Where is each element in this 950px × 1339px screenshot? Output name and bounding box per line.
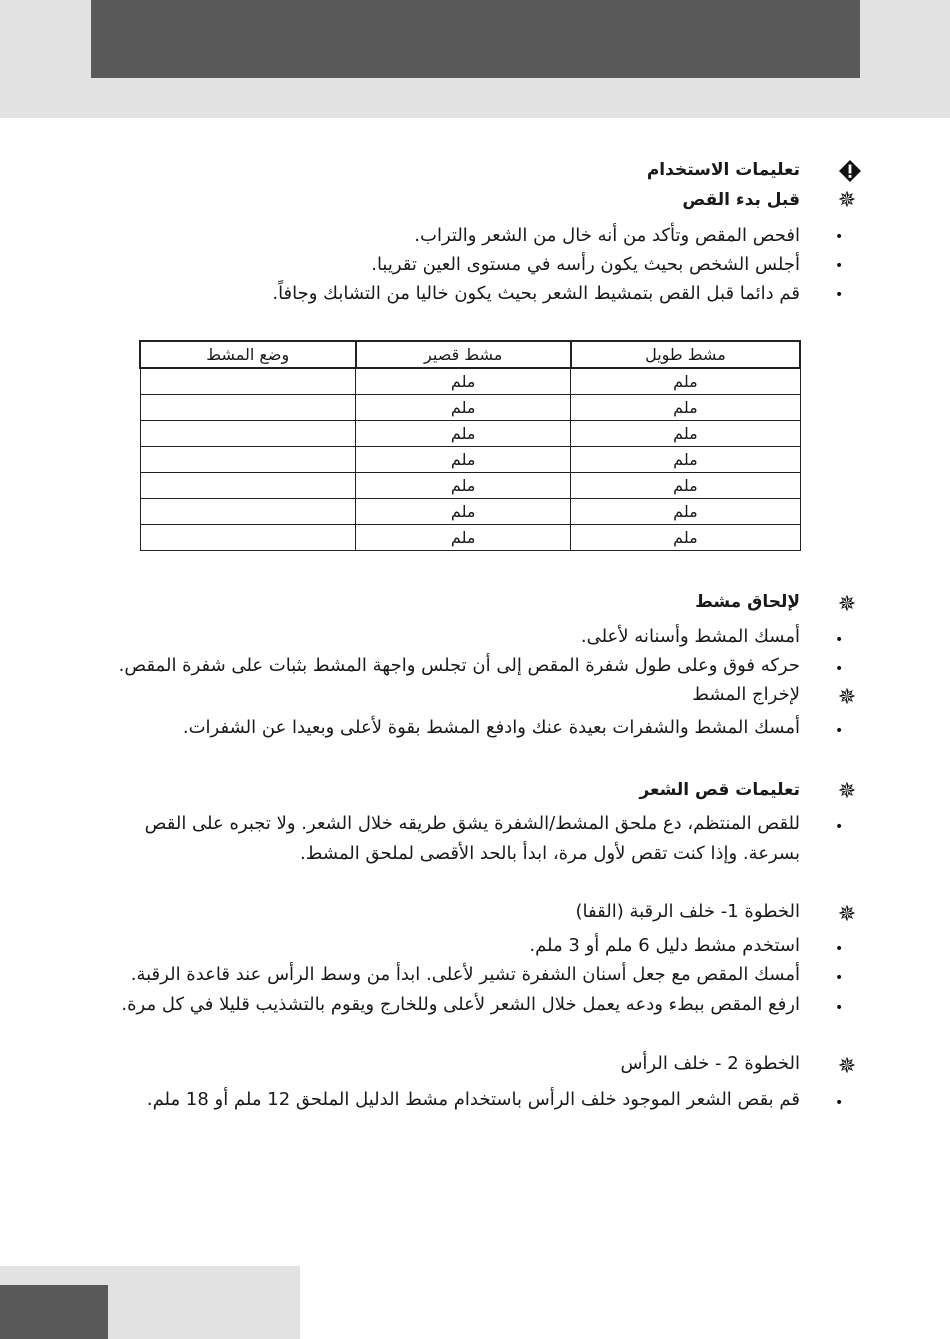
table-cell: [140, 447, 356, 473]
table-cell: ملم: [571, 499, 800, 525]
table-cell: ملم: [356, 368, 571, 395]
table-cell: ملم: [571, 395, 800, 421]
list-item: أجلس الشخص بحيث يكون رأسه في مستوى العين تقريبا.: [371, 254, 800, 275]
table-cell: [140, 473, 356, 499]
sparkle-icon: ✵: [837, 1054, 857, 1079]
sparkle-icon: ✵: [837, 685, 857, 710]
table-row: [140, 395, 800, 421]
list-item: قم دائما قبل القص بتمشيط الشعر بحيث يكون خاليا من التشابك وجافاً.: [272, 283, 800, 304]
table-cell: ملم: [356, 395, 571, 421]
bullet-dot: •: [835, 819, 844, 835]
bullet-dot: •: [835, 287, 844, 303]
list-item: أمسك المشط وأسنانه لأعلى.: [580, 626, 800, 647]
table-cell: [140, 368, 356, 395]
sparkle-icon: ✵: [837, 779, 857, 804]
section-title-attach-comb: لإلحاق مشط: [695, 592, 800, 612]
list-item: استخدم مشط دليل 6 ملم أو 3 ملم.: [529, 935, 800, 956]
header-bar: [91, 0, 860, 78]
sparkle-icon: ✵: [837, 902, 857, 927]
column-header: مشط قصير: [356, 341, 571, 368]
table-row: [140, 421, 800, 447]
table-row: [140, 447, 800, 473]
table-row: [140, 368, 800, 395]
step-1-title: الخطوة 1- خلف الرقبة (القفا): [575, 901, 800, 922]
table-header-row: [140, 341, 800, 368]
bullet-dot: •: [835, 1000, 844, 1016]
column-header: مشط طويل: [571, 341, 800, 368]
table-cell: ملم: [356, 473, 571, 499]
table-cell: ملم: [571, 447, 800, 473]
sparkle-icon: ✵: [837, 592, 857, 617]
comb-size-table: [139, 340, 801, 551]
table-cell: [140, 525, 356, 551]
warning-icon: [838, 159, 862, 183]
bullet-dot: •: [835, 632, 844, 648]
list-item: قم بقص الشعر الموجود خلف الرأس باستخدام مشط الدليل الملحق 12 ملم أو 18 ملم.: [146, 1089, 800, 1110]
table-cell: ملم: [356, 525, 571, 551]
table-cell: ملم: [356, 447, 571, 473]
table-cell: ملم: [356, 421, 571, 447]
section-title-before-cut: قبل بدء القص: [682, 190, 800, 210]
list-item: افحص المقص وتأكد من أنه خال من الشعر والتراب.: [414, 225, 800, 246]
list-item: أمسك المقص مع جعل أسنان الشفرة تشير لأعلى. ابدأ من وسط الرأس عند قاعدة الرقبة.: [130, 964, 800, 985]
table-row: [140, 499, 800, 525]
step-2-title: الخطوة 2 - خلف الرأس: [620, 1053, 800, 1074]
table-cell: ملم: [356, 499, 571, 525]
bullet-dot: •: [835, 970, 844, 986]
table-cell: ملم: [571, 368, 800, 395]
section-title-remove-comb: لإخراج المشط: [692, 684, 800, 705]
list-item: حركه فوق وعلى طول شفرة المقص إلى أن تجلس واجهة المشط بثبات على شفرة المقص.: [118, 655, 800, 676]
bullet-dot: •: [835, 1095, 844, 1111]
bullet-dot: •: [835, 258, 844, 274]
bullet-dot: •: [835, 723, 844, 739]
list-item: أمسك المشط والشفرات بعيدة عنك وادفع المشط بقوة لأعلى وبعيدا عن الشفرات.: [182, 717, 800, 738]
list-item-continuation: بسرعة. وإذا كنت تقص لأول مرة، ابدأ بالحد الأقصى لملحق المشط.: [300, 843, 800, 864]
table-row: [140, 473, 800, 499]
list-item: للقص المنتظم، دع ملحق المشط/الشفرة يشق طريقه خلال الشعر. ولا تجبره على القص: [144, 813, 800, 834]
table-cell: ملم: [571, 525, 800, 551]
table-cell: [140, 499, 356, 525]
page-number-tab: [0, 1285, 108, 1339]
page-heading: تعليمات الاستخدام: [646, 160, 800, 180]
table-row: [140, 525, 800, 551]
bullet-dot: •: [835, 941, 844, 957]
section-title-hair-cutting: تعليمات قص الشعر: [639, 780, 800, 800]
column-header: وضع المشط: [140, 341, 356, 368]
table-cell: [140, 395, 356, 421]
table-cell: ملم: [571, 473, 800, 499]
table-cell: [140, 421, 356, 447]
sparkle-icon: ✵: [837, 188, 857, 213]
table-cell: ملم: [571, 421, 800, 447]
list-item: ارفع المقص ببطء ودعه يعمل خلال الشعر لأعلى وللخارج ويقوم بالتشذيب قليلا في كل مرة.: [121, 994, 800, 1015]
bullet-dot: •: [835, 661, 844, 677]
bullet-dot: •: [835, 229, 844, 245]
